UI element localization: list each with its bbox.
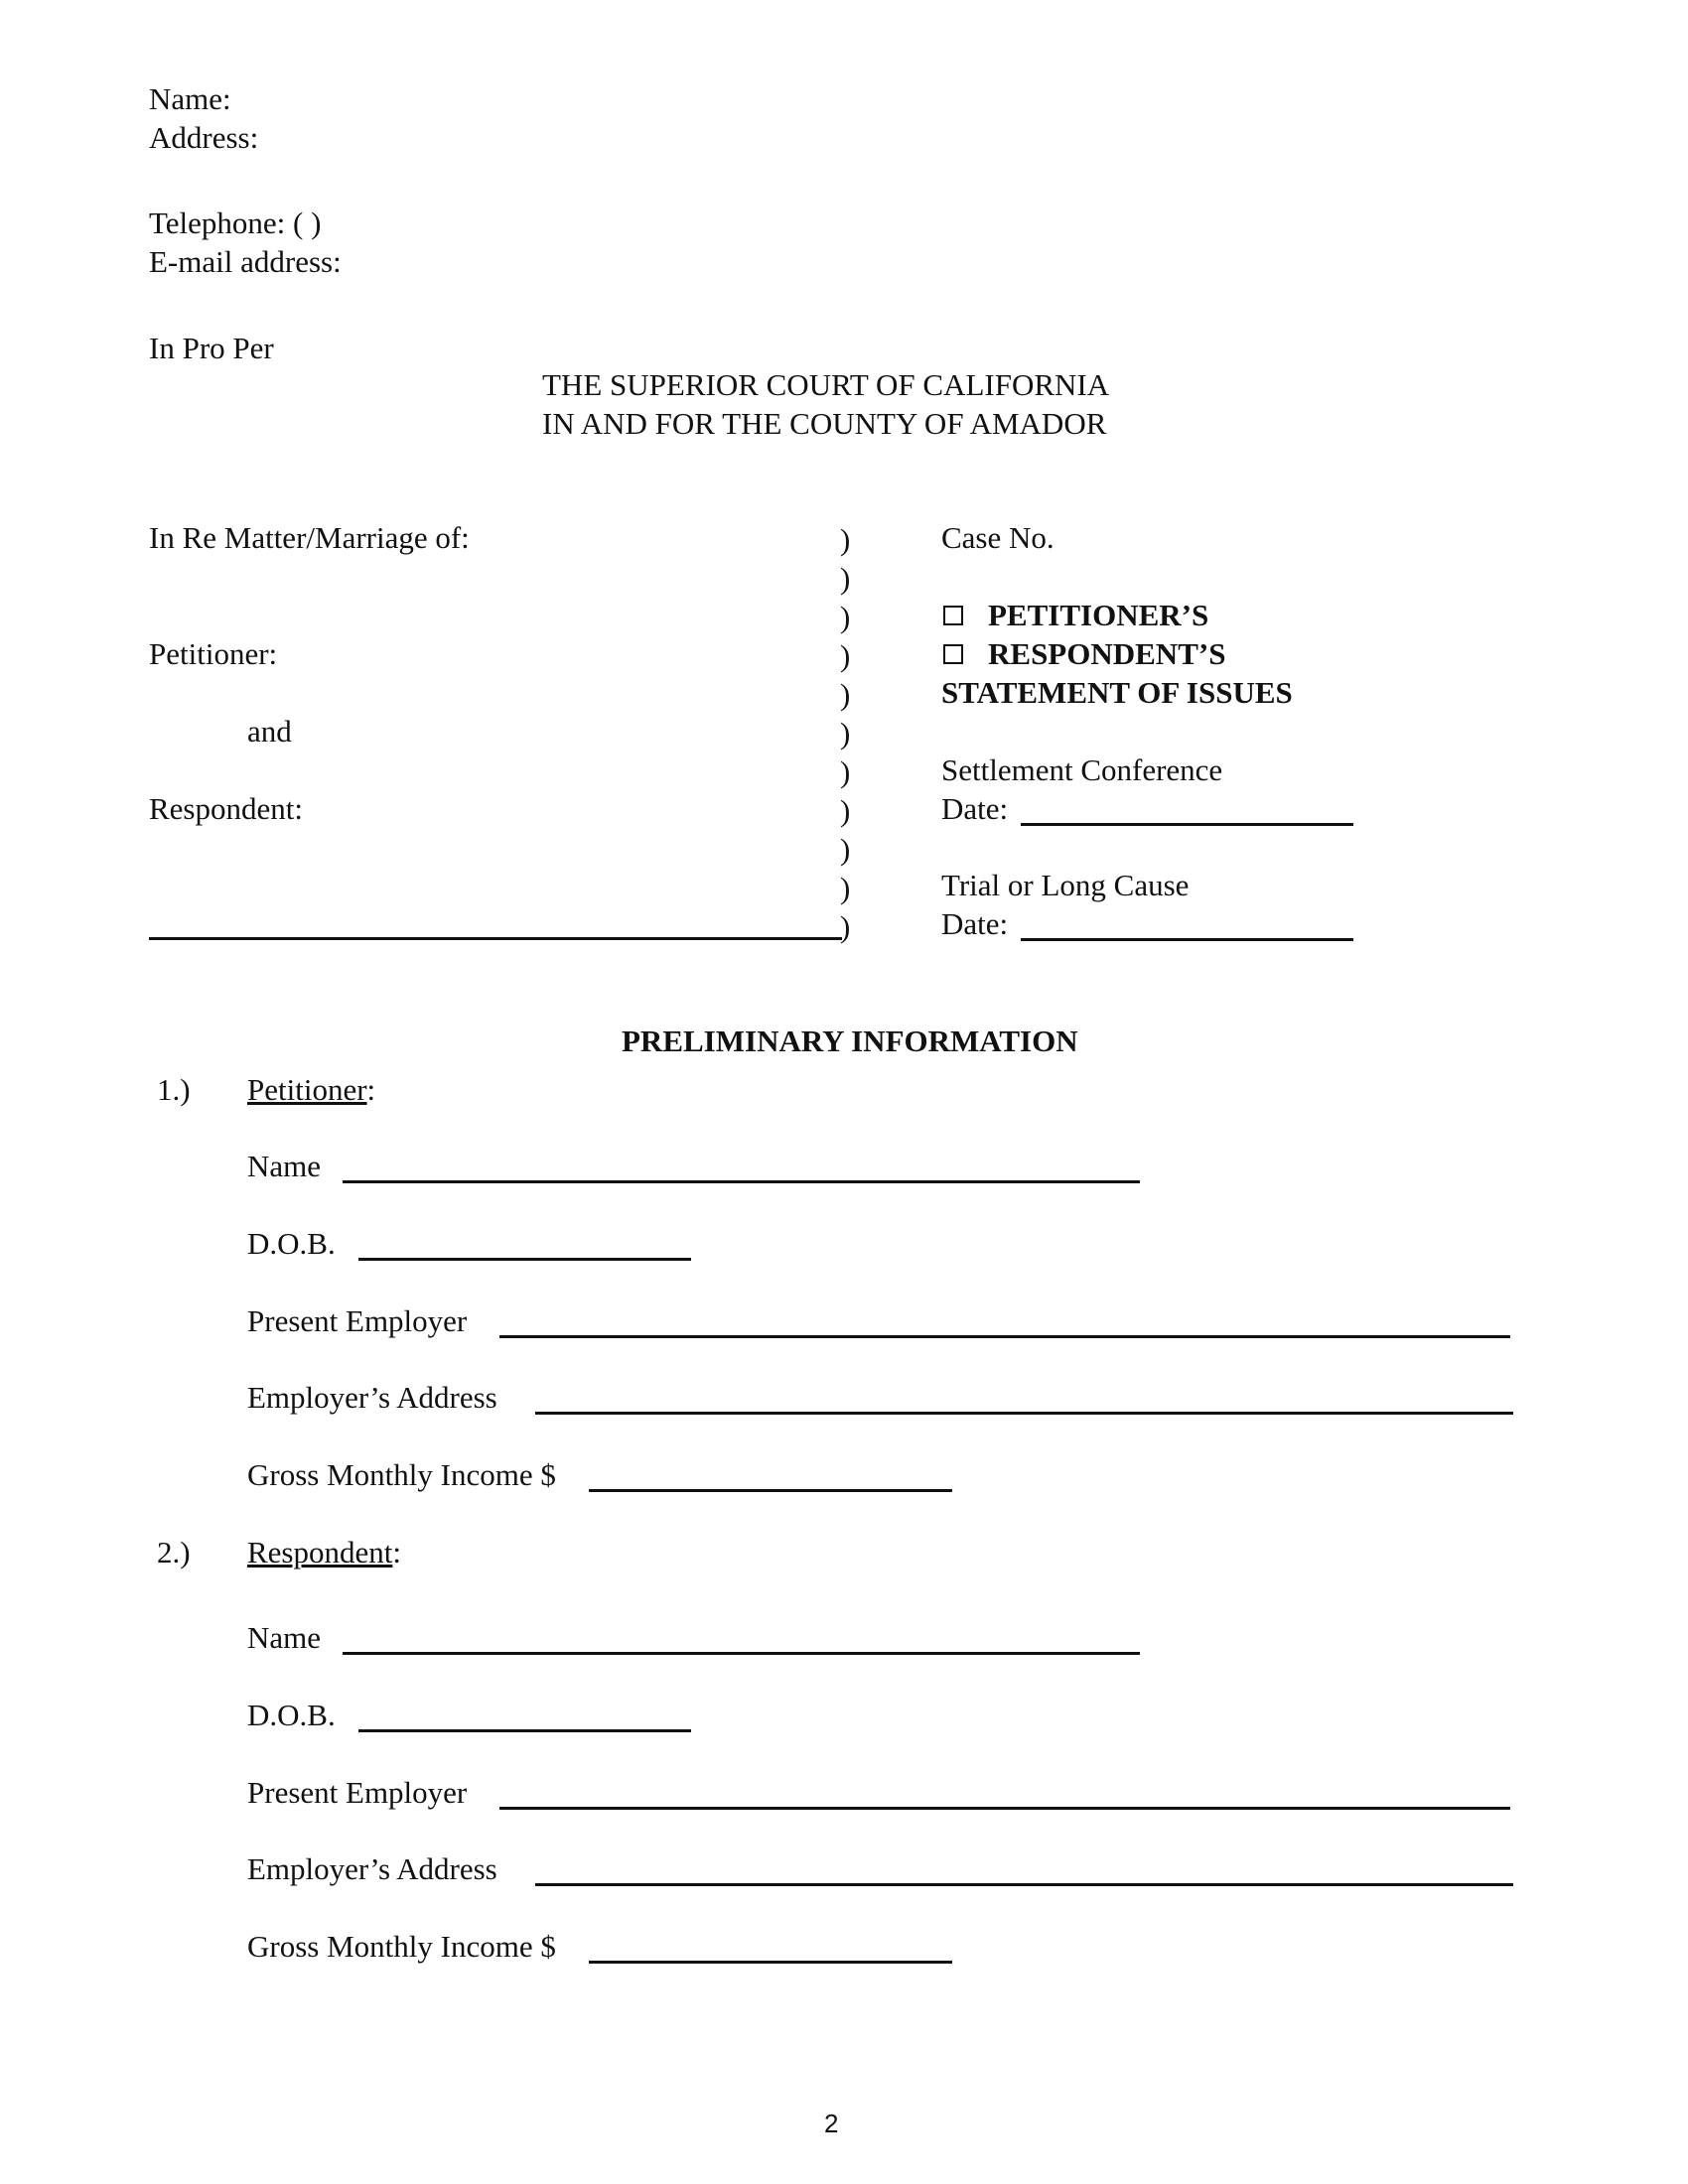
petitioner-label: Petitioner:: [149, 636, 278, 671]
respondent-dob-field[interactable]: [358, 1729, 691, 1732]
paren: ): [840, 754, 851, 789]
address-label: Address:: [149, 120, 259, 155]
paren: ): [840, 832, 851, 867]
respondent-employer-address-field[interactable]: [535, 1883, 1513, 1886]
paren: ): [840, 600, 851, 634]
petitioner-employer-field[interactable]: [499, 1335, 1510, 1338]
document-title: STATEMENT OF ISSUES: [941, 675, 1293, 710]
settlement-date-field[interactable]: [1021, 823, 1353, 826]
respondent-name-field[interactable]: [343, 1652, 1140, 1655]
dob-field-label: D.O.B.: [247, 1698, 336, 1732]
petitioner-employer-address-field[interactable]: [535, 1412, 1513, 1415]
party-heading-text: Petitioner: [247, 1072, 367, 1107]
name-field-label: Name: [247, 1149, 322, 1183]
name-label: Name:: [149, 81, 231, 116]
respondent-label: Respondent:: [149, 791, 303, 826]
respondent-option-label: RESPONDENT’S: [988, 636, 1226, 671]
and-label: and: [247, 714, 292, 749]
employer-address-field-label: Employer’s Address: [247, 1851, 497, 1886]
case-no-label: Case No.: [941, 520, 1055, 555]
petitioner-income-field[interactable]: [589, 1489, 952, 1492]
party-heading: [247, 1534, 401, 1571]
trial-label: Trial or Long Cause: [941, 868, 1190, 902]
paren: ): [840, 793, 851, 828]
employer-field-label: Present Employer: [247, 1303, 468, 1338]
petitioner-name-field[interactable]: [343, 1180, 1140, 1183]
petitioner-dob-field[interactable]: [358, 1258, 691, 1261]
respondent-employer-field[interactable]: [499, 1807, 1510, 1810]
paren: ): [840, 871, 851, 905]
petitioner-checkbox[interactable]: [943, 606, 963, 625]
pro-per-label: In Pro Per: [149, 331, 274, 365]
court-title-line2: IN AND FOR THE COUNTY OF AMADOR: [542, 406, 1107, 441]
email-label: E-mail address:: [149, 244, 342, 279]
trial-date-label: Date:: [941, 906, 1009, 941]
item-number: 2.): [157, 1535, 191, 1570]
caption-bottom-line: [149, 937, 842, 940]
page-number: 2: [824, 2109, 839, 2138]
paren: ): [840, 716, 851, 751]
paren: ): [840, 638, 851, 673]
party-heading-colon: :: [392, 1535, 401, 1570]
respondent-income-field[interactable]: [589, 1961, 952, 1964]
party-heading-colon: :: [366, 1072, 376, 1107]
court-title-line1: THE SUPERIOR COURT OF CALIFORNIA: [542, 367, 1110, 402]
matter-label: In Re Matter/Marriage of:: [149, 520, 470, 555]
income-field-label: Gross Monthly Income $: [247, 1929, 556, 1964]
item-number: 1.): [157, 1072, 191, 1107]
telephone-label: Telephone: ( ): [149, 205, 322, 240]
paren: ): [840, 561, 851, 596]
settlement-date-label: Date:: [941, 791, 1009, 826]
party-heading-text: Respondent: [247, 1535, 393, 1570]
employer-address-field-label: Employer’s Address: [247, 1380, 497, 1415]
petitioner-option-label: PETITIONER’S: [988, 598, 1209, 632]
paren: ): [840, 677, 851, 712]
dob-field-label: D.O.B.: [247, 1226, 336, 1261]
paren: ): [840, 522, 851, 557]
employer-field-label: Present Employer: [247, 1775, 468, 1810]
settlement-conference-label: Settlement Conference: [941, 752, 1223, 787]
trial-date-field[interactable]: [1021, 938, 1353, 941]
section-title: PRELIMINARY INFORMATION: [622, 1024, 1078, 1058]
name-field-label: Name: [247, 1620, 322, 1655]
respondent-checkbox[interactable]: [943, 644, 963, 664]
income-field-label: Gross Monthly Income $: [247, 1457, 556, 1492]
paren: ): [840, 909, 851, 944]
party-heading: [247, 1071, 375, 1109]
